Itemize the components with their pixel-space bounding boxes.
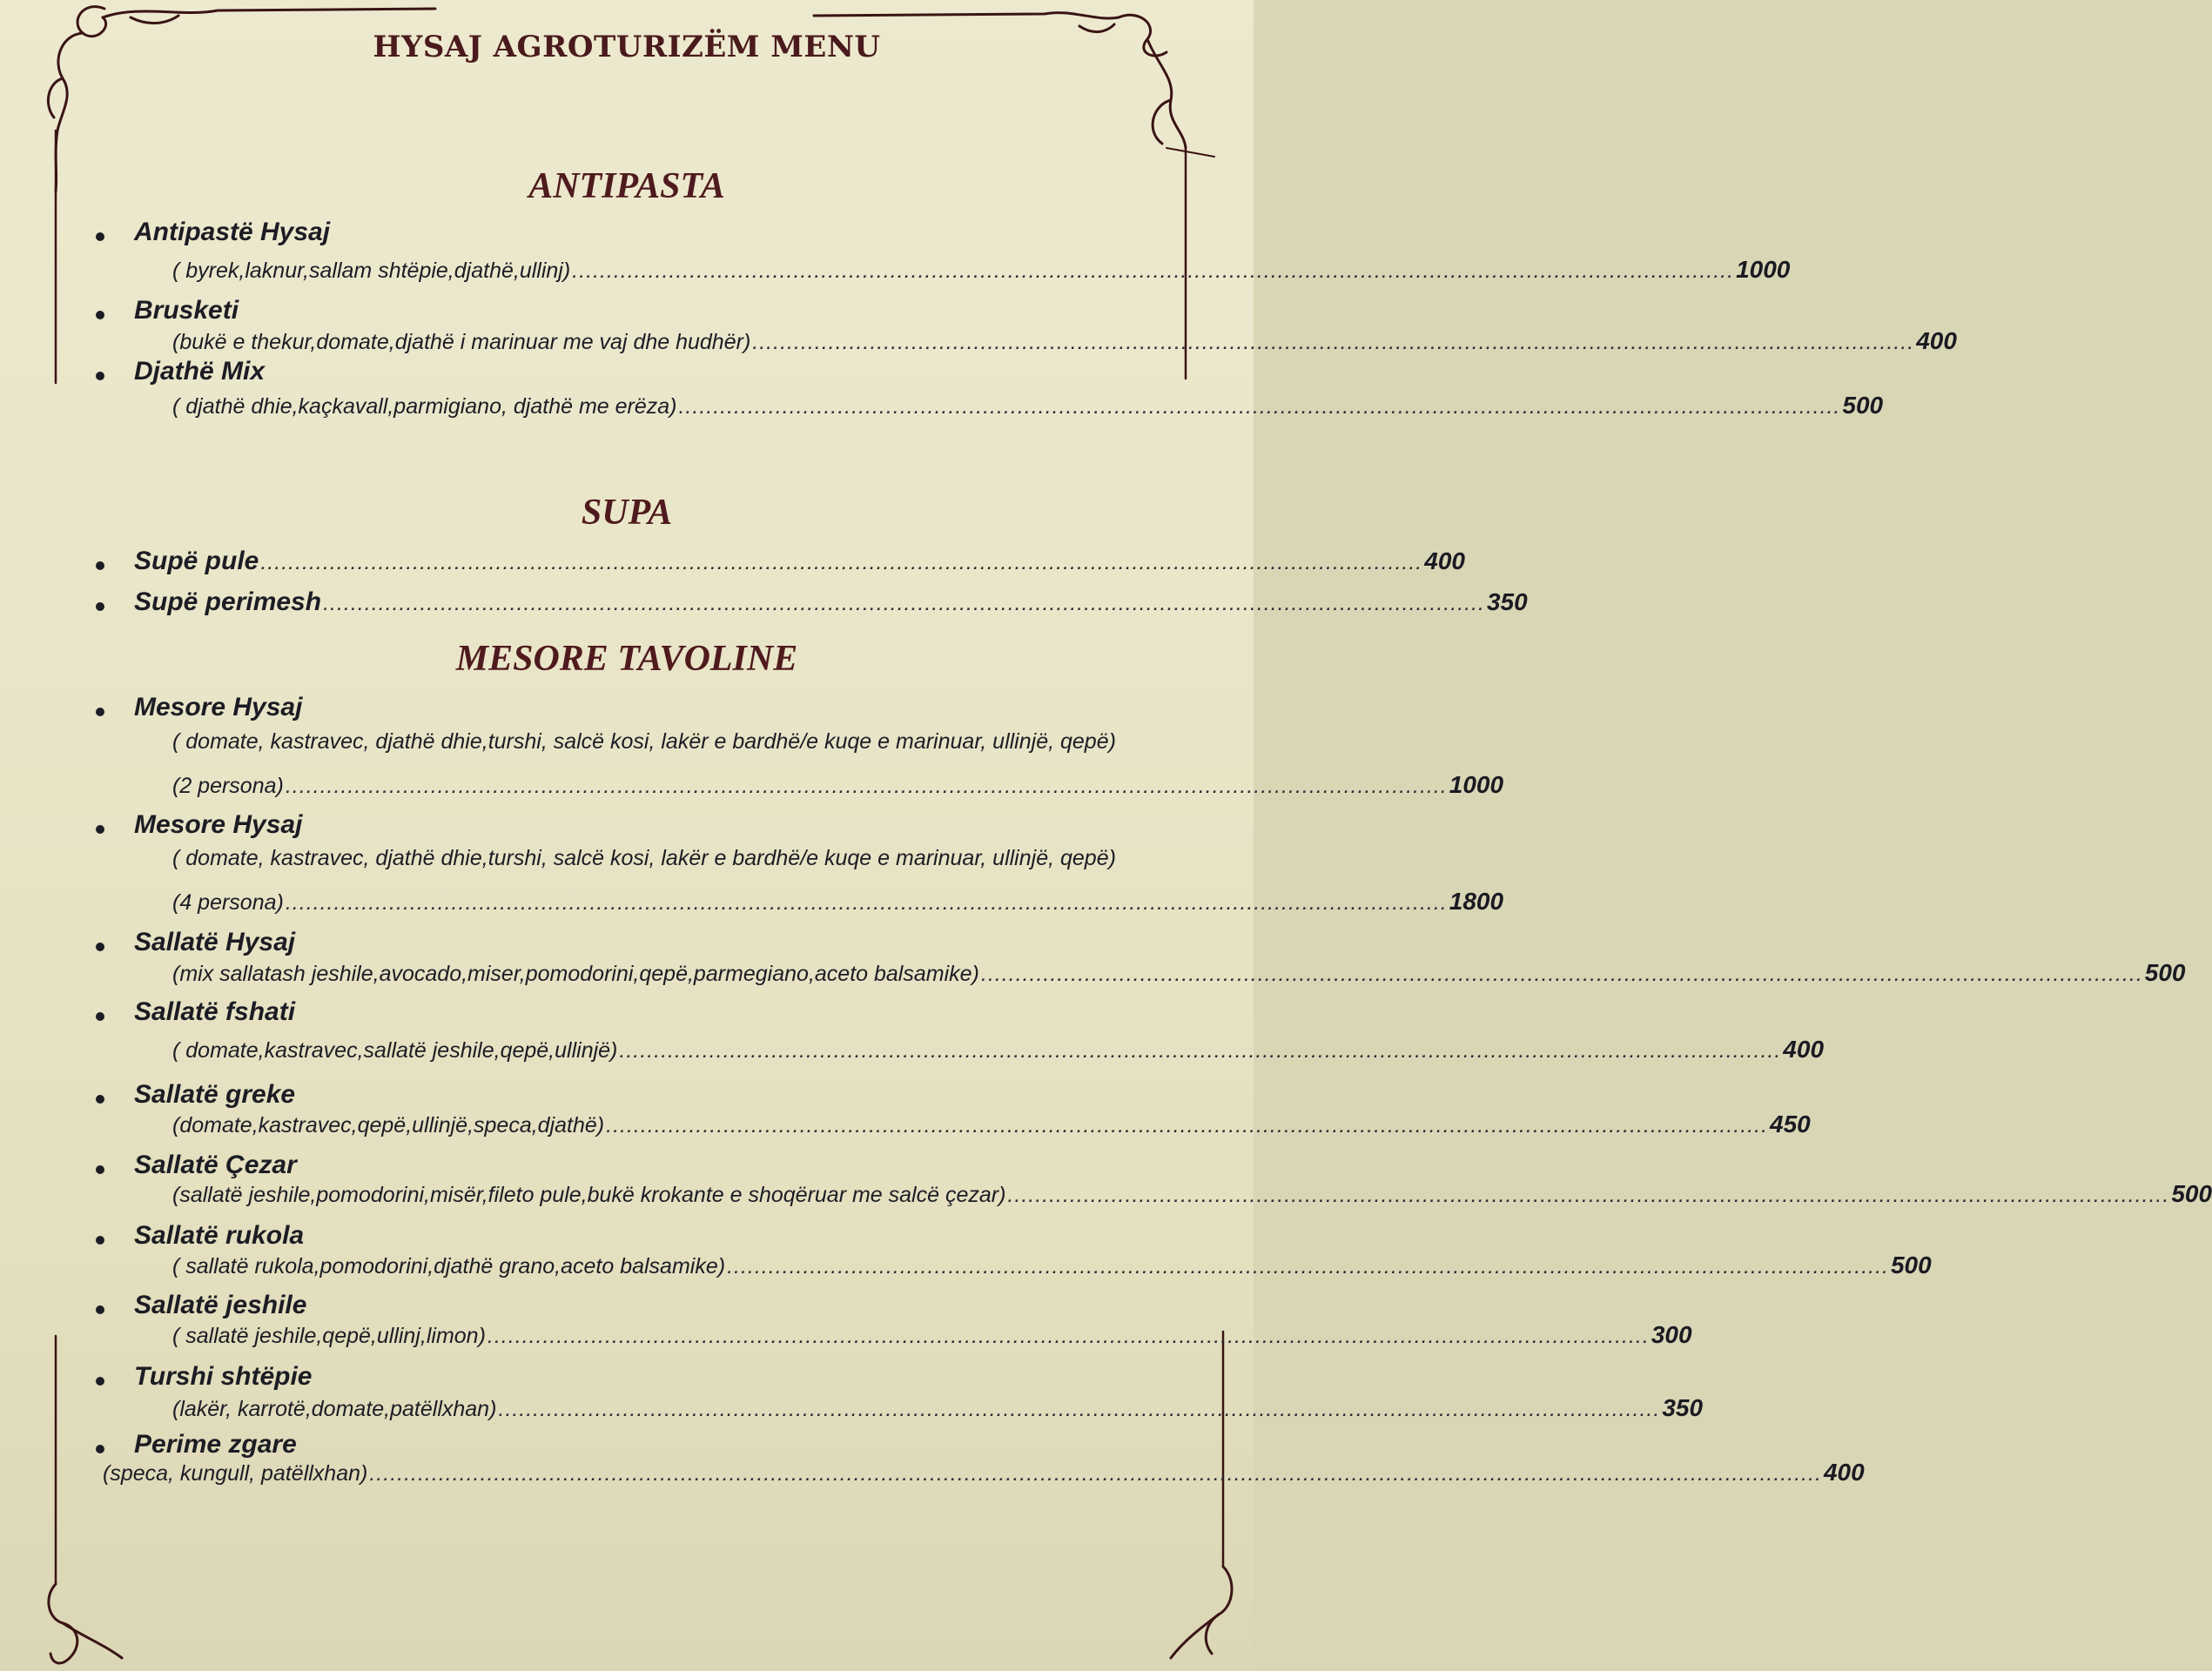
section-title-mesore-tavoline: MESORE TAVOLINE bbox=[455, 639, 798, 679]
bullet bbox=[96, 232, 104, 241]
bullet bbox=[96, 1236, 104, 1245]
item-price: 300 bbox=[1651, 1321, 1692, 1348]
item-line bbox=[172, 1111, 1811, 1140]
item-description: (sallatë jeshile,pomodorini,misër,fileto pule,bukë krokante e shoqëruar me salcë çezar) bbox=[172, 1183, 1006, 1207]
item-name: Sallatë Hysaj bbox=[134, 928, 296, 956]
item-price: 400 bbox=[1823, 1459, 1865, 1486]
item-description-2: (4 persona) bbox=[172, 890, 284, 915]
item-name: Supë pule bbox=[134, 547, 259, 575]
dot-leader: ........................................................................................................................................................................ bbox=[678, 394, 1841, 419]
item-line bbox=[172, 888, 1504, 917]
item-description: (domate,kastravec,qepë,ullinjë,speca,djathë) bbox=[172, 1113, 605, 1137]
item-name: Sallatë Çezar bbox=[134, 1151, 297, 1179]
item-price: 400 bbox=[1783, 1036, 1825, 1063]
dot-leader: ........................................................................................................................................................................ bbox=[260, 550, 1423, 574]
bullet bbox=[96, 1095, 104, 1104]
bullet bbox=[96, 708, 104, 716]
bullet bbox=[96, 1305, 104, 1314]
dot-leader: ........................................................................................................................................................................ bbox=[572, 258, 1735, 283]
item-description-2: (2 persona) bbox=[172, 774, 284, 798]
item-description: ( sallatë rukola,pomodorini,djathë grano,aceto balsamike) bbox=[172, 1254, 726, 1278]
item-line bbox=[172, 959, 2186, 989]
item-description: ( domate, kastravec, djathë dhie,turshi, salcë kosi, lakër e bardhë/e kuqe e marinuar, ullinjë, qepë) bbox=[172, 846, 1116, 870]
item-name: Mesore Hysaj bbox=[134, 810, 303, 839]
bullet bbox=[96, 311, 104, 319]
item-price: 350 bbox=[1486, 588, 1528, 615]
item-line bbox=[172, 327, 1957, 357]
item-name: Turshi shtëpie bbox=[134, 1362, 313, 1391]
dot-leader: ........................................................................................................................................................................ bbox=[323, 591, 1485, 615]
menu-title: HYSAJ AGROTURIZËM MENU bbox=[373, 30, 881, 64]
item-price: 500 bbox=[1890, 1252, 1932, 1278]
bullet bbox=[96, 372, 104, 380]
item-price: 1800 bbox=[1449, 888, 1504, 915]
item-price: 350 bbox=[1662, 1394, 1704, 1421]
dot-leader: ........................................................................................................................................................................ bbox=[727, 1254, 1889, 1278]
item-line bbox=[172, 1036, 1825, 1065]
item-name: Djathë Mix bbox=[134, 357, 266, 386]
item-name: Perime zgare bbox=[134, 1430, 297, 1459]
dot-leader: ........................................................................................................................................................................ bbox=[285, 890, 1448, 915]
item-name: Sallatë greke bbox=[134, 1080, 296, 1109]
item-line bbox=[172, 771, 1504, 801]
item-line bbox=[172, 1252, 1932, 1281]
dot-leader: ........................................................................................................................................................................ bbox=[498, 1397, 1661, 1421]
item-price: 450 bbox=[1770, 1111, 1811, 1137]
dot-leader: ........................................................................................................................................................................ bbox=[606, 1113, 1769, 1137]
item-description: ( djathë dhie,kaçkavall,parmigiano, djathë me erëza) bbox=[172, 394, 677, 419]
item-description: (lakër, karrotë,domate,patëllxhan) bbox=[172, 1397, 497, 1421]
dot-leader: ........................................................................................................................................................................ bbox=[980, 962, 2143, 986]
item-line bbox=[172, 1180, 2212, 1210]
item-name: Mesore Hysaj bbox=[134, 693, 303, 721]
item-name: Antipastë Hysaj bbox=[134, 218, 331, 246]
item-price: 400 bbox=[1424, 547, 1465, 574]
item-line bbox=[172, 392, 1884, 421]
item-line bbox=[172, 1394, 1704, 1424]
item-name: Supë perimesh bbox=[134, 587, 322, 616]
item-name: Sallatë rukola bbox=[134, 1221, 305, 1250]
item-price: 500 bbox=[2144, 959, 2186, 986]
section-title-antipasta: ANTIPASTA bbox=[528, 166, 725, 206]
bullet bbox=[96, 561, 104, 570]
item-price: 1000 bbox=[1736, 256, 1791, 283]
bullet bbox=[96, 825, 104, 834]
item-name: Sallatë fshati bbox=[134, 997, 296, 1026]
dot-leader: ........................................................................................................................................................................ bbox=[752, 330, 1915, 354]
dot-leader: ........................................................................................................................................................................ bbox=[619, 1038, 1782, 1063]
item-description: ( byrek,laknur,sallam shtëpie,djathë,ullinj) bbox=[172, 258, 571, 283]
bullet bbox=[96, 1445, 104, 1453]
bullet bbox=[96, 1377, 104, 1386]
item-price: 400 bbox=[1916, 327, 1957, 354]
bullet bbox=[96, 1165, 104, 1174]
section-title-supa: SUPA bbox=[581, 493, 673, 533]
item-line bbox=[134, 587, 1528, 617]
item-description: ( domate,kastravec,sallatë jeshile,qepë,ullinjë) bbox=[172, 1038, 618, 1063]
item-description: ( sallatë jeshile,qepë,ullinj,limon) bbox=[172, 1324, 486, 1348]
item-line bbox=[172, 1321, 1692, 1351]
dot-leader: ........................................................................................................................................................................ bbox=[487, 1324, 1650, 1348]
dot-leader: ........................................................................................................................................................................ bbox=[285, 774, 1448, 798]
item-price: 1000 bbox=[1449, 771, 1504, 798]
dot-leader: .................................................................................................................................................................................................................. bbox=[369, 1461, 1822, 1486]
bullet bbox=[96, 602, 104, 611]
item-price: 500 bbox=[1842, 392, 1884, 419]
item-description: (mix sallatash jeshile,avocado,miser,pomodorini,qepë,parmegiano,aceto balsamike) bbox=[172, 962, 979, 986]
item-description: ( domate, kastravec, djathë dhie,turshi, salcë kosi, lakër e bardhë/e kuqe e marinuar, ullinjë, qepë) bbox=[172, 729, 1116, 754]
item-line bbox=[172, 256, 1791, 285]
bullet bbox=[96, 943, 104, 951]
item-line bbox=[134, 547, 1465, 576]
bullet bbox=[96, 1012, 104, 1021]
item-description: (bukë e thekur,domate,djathë i marinuar me vaj dhe hudhër) bbox=[172, 330, 751, 354]
item-description: (speca, kungull, patëllxhan) bbox=[103, 1461, 368, 1486]
dot-leader: ........................................................................................................................................................................ bbox=[1007, 1183, 2170, 1207]
item-name: Brusketi bbox=[134, 296, 239, 325]
item-price: 500 bbox=[2171, 1180, 2212, 1207]
item-name: Sallatë jeshile bbox=[134, 1291, 307, 1319]
item-line bbox=[103, 1459, 1865, 1488]
